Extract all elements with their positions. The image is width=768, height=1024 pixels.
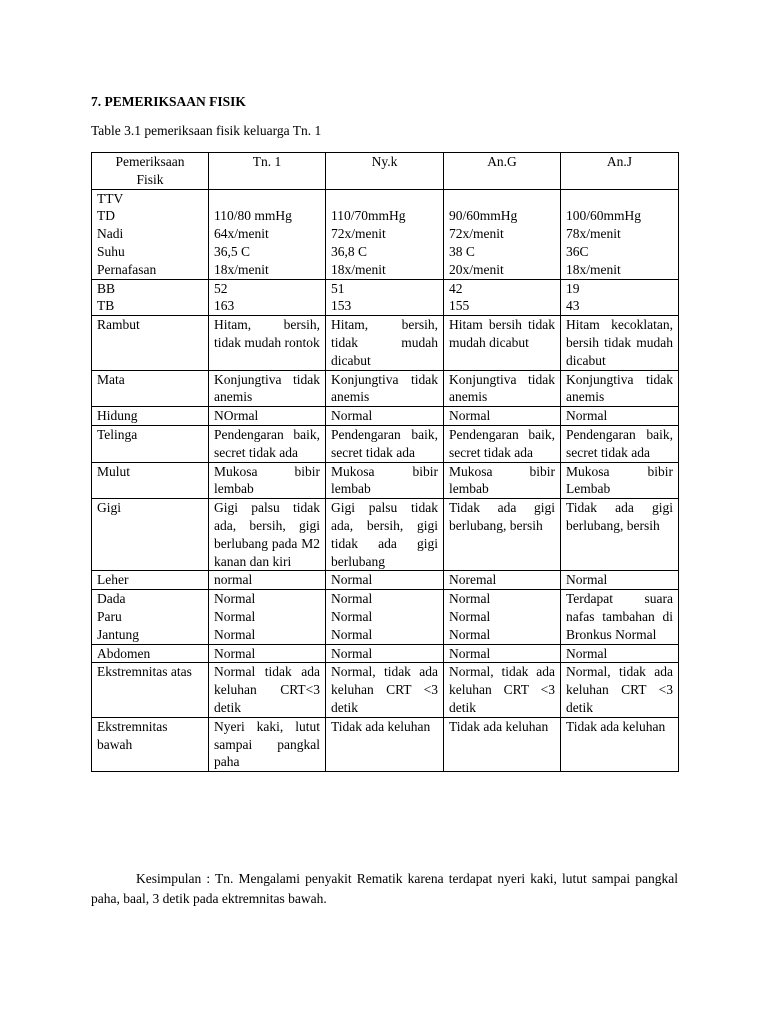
table-row <box>92 425 679 462</box>
table-cell <box>444 316 561 370</box>
row-label-cell <box>92 425 209 462</box>
cell-text: Konjungtiva tidak anemis <box>331 371 438 405</box>
cell-text: Tidak ada gigi berlubang, bersih <box>566 500 673 533</box>
cell-text: Normal <box>331 572 373 588</box>
table-cell <box>209 590 326 644</box>
cell-text: 90/60mmHg 72x/menit 38 C 20x/menit <box>449 208 518 277</box>
row-label-text: Ekstremnitas atas <box>97 664 192 680</box>
row-label-cell <box>92 571 209 590</box>
row-label-text: BB TB <box>97 280 116 314</box>
cell-text: Hitam, bersih, tidak mudah dicabut <box>331 317 438 368</box>
cell-text: Gigi palsu tidak ada, bersih, gigi tidak ada gigi berlubang <box>331 500 438 569</box>
table-cell <box>209 316 326 370</box>
table-cell <box>561 316 679 370</box>
table-cell <box>561 571 679 590</box>
cell-text: 51 153 <box>331 280 352 314</box>
table-row <box>92 644 679 663</box>
cell-text: Normal, tidak ada keluhan CRT <3 detik <box>566 664 673 715</box>
table-cell <box>326 407 444 426</box>
cell-text: Pendengaran baik, secret tidak ada <box>449 426 555 460</box>
cell-text: 19 43 <box>566 280 580 314</box>
row-label-cell <box>92 189 209 279</box>
row-label-cell <box>92 316 209 370</box>
cell-text: 110/80 mmHg 64x/menit 36,5 C 18x/menit <box>214 208 292 277</box>
cell-text: Tidak ada keluhan <box>331 718 431 734</box>
cell-text: Tidak ada gigi berlubang, bersih <box>449 500 555 533</box>
table-cell <box>326 189 444 279</box>
cell-text: Normal <box>566 408 608 424</box>
table-cell <box>561 407 679 426</box>
table-caption: Table 3.1 pemeriksaan fisik keluarga Tn. 1 <box>91 123 322 138</box>
conclusion-paragraph: Kesimpulan : Tn. Mengalami penyakit Rematik karena terdapat nyeri kaki, lutut sampai pangkal paha, baal, 3 detik pada ektremnitas bawah. <box>91 871 678 906</box>
table-cell <box>326 663 444 717</box>
header-cell-tn1: Tn. 1 <box>209 153 326 190</box>
cell-text: Normal Normal Normal <box>331 591 373 642</box>
table-cell <box>444 407 561 426</box>
cell-text: Tidak ada keluhan <box>449 718 549 734</box>
cell-text: 100/60mmHg 78x/menit 36C 18x/menit <box>566 208 642 277</box>
section-heading: 7. PEMERIKSAAN FISIK <box>91 94 246 109</box>
table-cell <box>326 316 444 370</box>
table-cell <box>326 644 444 663</box>
header-cell-anj: An.J <box>561 153 679 190</box>
row-label-text: Telinga <box>97 426 138 442</box>
row-label-cell <box>92 590 209 644</box>
cell-text: 110/70mmHg 72x/menit 36,8 C 18x/menit <box>331 208 406 277</box>
row-label-cell <box>92 462 209 499</box>
table-cell <box>561 425 679 462</box>
table-cell <box>326 499 444 571</box>
cell-text: Konjungtiva tidak anemis <box>449 371 555 405</box>
header-cell-exam: Pemeriksaan Fisik <box>92 153 209 190</box>
cell-text: Normal <box>331 408 373 424</box>
table-row <box>92 316 679 370</box>
row-label-cell <box>92 499 209 571</box>
row-label-cell <box>92 644 209 663</box>
cell-text: 42 155 <box>449 280 470 314</box>
cell-text: Tidak ada keluhan <box>566 718 666 734</box>
cell-text: Normal <box>566 572 608 588</box>
row-label-text: Gigi <box>97 500 122 516</box>
table-cell <box>209 571 326 590</box>
cell-text: Normal <box>449 645 491 661</box>
table-cell <box>444 571 561 590</box>
table-row <box>92 407 679 426</box>
table-cell <box>444 279 561 316</box>
table-body <box>92 189 679 772</box>
row-label-cell <box>92 663 209 717</box>
row-label-text: Abdomen <box>97 645 151 661</box>
table-row <box>92 279 679 316</box>
table-cell <box>326 279 444 316</box>
table-cell <box>444 663 561 717</box>
table-cell <box>561 499 679 571</box>
table-cell <box>209 407 326 426</box>
row-label-text: Mulut <box>97 463 131 479</box>
table-cell <box>561 189 679 279</box>
row-label-text: Mata <box>97 371 125 387</box>
cell-text: Normal, tidak ada keluhan CRT <3 detik <box>331 664 438 715</box>
cell-text: Normal <box>331 645 373 661</box>
cell-text: Mukosa bibir lembab <box>449 463 555 497</box>
table-cell <box>561 279 679 316</box>
header-cell-ang: An.G <box>444 153 561 190</box>
table-cell <box>209 370 326 407</box>
cell-text: Hitam kecoklatan, bersih tidak mudah dicabut <box>566 317 673 368</box>
row-label-cell <box>92 717 209 771</box>
table-cell <box>326 717 444 771</box>
cell-text: Normal <box>214 645 256 661</box>
table-cell <box>209 663 326 717</box>
cell-text: Pendengaran baik, secret tidak ada <box>214 426 320 460</box>
table-row <box>92 590 679 644</box>
cell-text: Noremal <box>449 572 497 588</box>
row-label-text: Leher <box>97 572 129 588</box>
table-cell <box>209 499 326 571</box>
cell-text: Mukosa bibir lembab <box>214 463 320 497</box>
table-cell <box>561 644 679 663</box>
cell-text: Hitam bersih tidak mudah dicabut <box>449 317 555 350</box>
physical-exam-table <box>91 152 679 772</box>
cell-text: Pendengaran baik, secret tidak ada <box>331 426 438 460</box>
cell-text: NOrmal <box>214 408 259 424</box>
header-cell-nyk: Ny.k <box>326 153 444 190</box>
row-label-text: Ekstremnitas bawah <box>97 718 168 752</box>
row-label-text: TTV TD Nadi Suhu Pernafasan <box>97 190 157 277</box>
cell-text: Normal <box>566 645 608 661</box>
table-row <box>92 717 679 771</box>
table-cell <box>444 717 561 771</box>
cell-text: Mukosa bibir Lembab <box>566 463 673 497</box>
row-label-cell <box>92 370 209 407</box>
table-cell <box>326 462 444 499</box>
cell-text: Konjungtiva tidak anemis <box>566 371 673 405</box>
table-row <box>92 370 679 407</box>
cell-text: Normal tidak ada keluhan CRT<3 detik <box>214 664 320 715</box>
table-cell <box>561 462 679 499</box>
table-cell <box>209 644 326 663</box>
table-cell <box>326 370 444 407</box>
table-cell <box>444 189 561 279</box>
table-cell <box>444 590 561 644</box>
table-row <box>92 499 679 571</box>
row-label-text: Hidung <box>97 408 138 424</box>
row-label-cell <box>92 407 209 426</box>
table-cell <box>444 644 561 663</box>
table-cell <box>561 663 679 717</box>
table-cell <box>561 717 679 771</box>
row-label-cell <box>92 279 209 316</box>
cell-text: Konjungtiva tidak anemis <box>214 371 320 405</box>
table-cell <box>326 590 444 644</box>
cell-text: 52 163 <box>214 280 235 314</box>
table-cell <box>444 499 561 571</box>
row-label-text: Dada Paru Jantung <box>97 591 139 642</box>
table-cell <box>444 462 561 499</box>
table-row <box>92 189 679 279</box>
cell-text: Gigi palsu tidak ada, bersih, gigi berlubang pada M2 kanan dan kiri <box>214 500 320 569</box>
table-row <box>92 663 679 717</box>
cell-text: Hitam, bersih, tidak mudah rontok <box>214 317 320 350</box>
table-cell <box>561 370 679 407</box>
table-cell <box>561 590 679 644</box>
row-label-text: Rambut <box>97 317 140 333</box>
cell-text: normal <box>214 572 253 588</box>
table-cell <box>209 717 326 771</box>
table-cell <box>209 425 326 462</box>
table-cell <box>209 189 326 279</box>
cell-text: Normal, tidak ada keluhan CRT <3 detik <box>449 664 555 715</box>
table-cell <box>209 462 326 499</box>
cell-text: Terdapat suara nafas tambahan di Bronkus Normal <box>566 591 673 642</box>
table-cell <box>444 425 561 462</box>
table-row <box>92 571 679 590</box>
cell-text: Pendengaran baik, secret tidak ada <box>566 426 673 460</box>
cell-text: Normal <box>449 408 491 424</box>
cell-text: Normal Normal Normal <box>214 591 256 642</box>
cell-text: Normal Normal Normal <box>449 591 491 642</box>
table-header-row <box>92 153 679 190</box>
cell-text: Mukosa bibir lembab <box>331 463 438 497</box>
table-cell <box>326 425 444 462</box>
table-cell <box>444 370 561 407</box>
table-cell <box>209 279 326 316</box>
table-row <box>92 462 679 499</box>
cell-text: Nyeri kaki, lutut sampai pangkal paha <box>214 718 320 770</box>
table-cell <box>326 571 444 590</box>
